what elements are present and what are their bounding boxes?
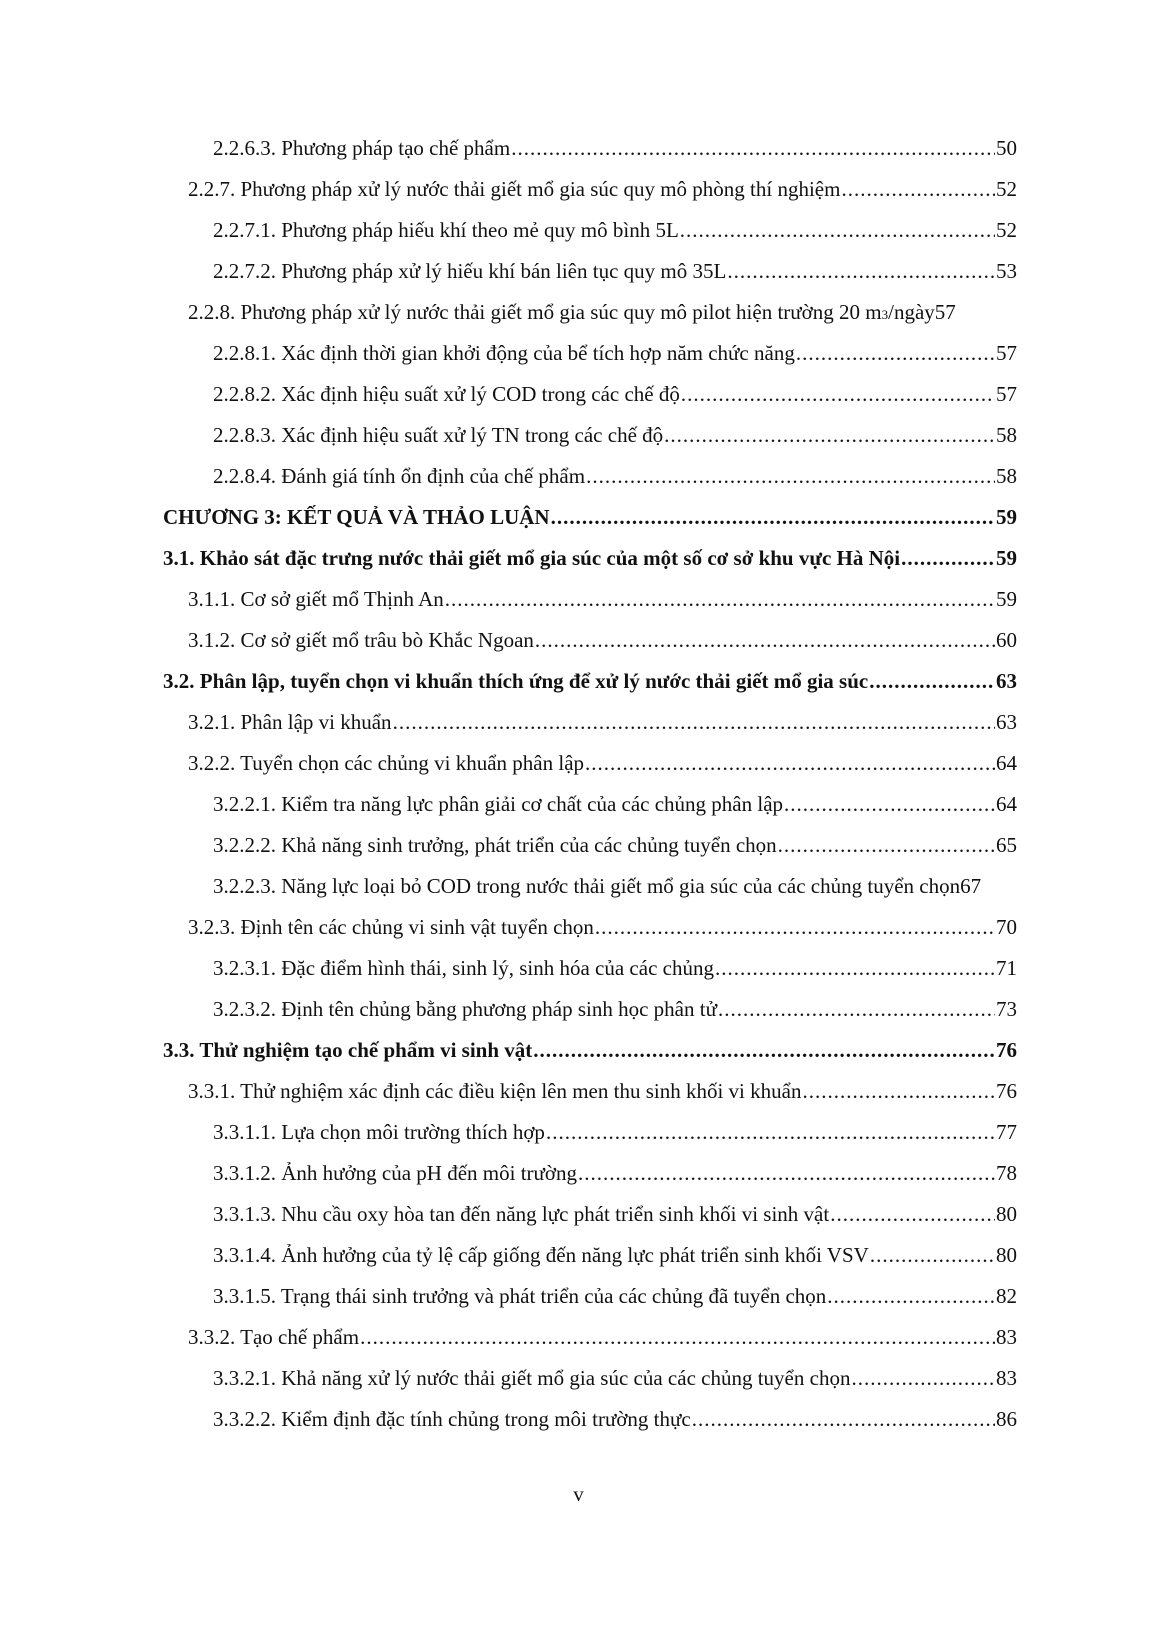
toc-entry[interactable]: 2.2.8. Phương pháp xử lý nước thải giết mổ gia súc quy mô pilot hiện trường 20 m 3 /ngày 57 xyxy=(188,299,956,324)
toc-entry-title: 3.2. Phân lập, tuyển chọn vi khuẩn thích ứng để xử lý nước thải giết mổ gia súc xyxy=(163,668,869,693)
table-of-contents xyxy=(0,127,1157,1439)
toc-entry-page: 65 xyxy=(996,832,1017,857)
toc-entry-page: 50 xyxy=(996,135,1017,160)
toc-entry[interactable] xyxy=(0,1029,1157,1070)
toc-entry-page: 63 xyxy=(996,668,1017,693)
toc-entry[interactable] xyxy=(0,578,1157,619)
toc-entry[interactable] xyxy=(0,1193,1157,1234)
toc-entry-page: 73 xyxy=(996,996,1017,1021)
toc-entry[interactable] xyxy=(0,742,1157,783)
toc-entry-page: 71 xyxy=(996,955,1017,980)
toc-entry[interactable] xyxy=(0,988,1157,1029)
dot-leader xyxy=(533,1037,995,1063)
toc-entry[interactable] xyxy=(0,824,1157,865)
toc-entry[interactable] xyxy=(0,373,1157,414)
toc-entry[interactable] xyxy=(0,1152,1157,1193)
dot-leader xyxy=(796,340,995,366)
toc-entry[interactable] xyxy=(0,332,1157,373)
dot-leader xyxy=(664,422,995,448)
toc-entry-page: 64 xyxy=(996,791,1017,816)
toc-entry-title: 3.3.1.3. Nhu cầu oxy hòa tan đến năng lực phát triển sinh khối vi sinh vật xyxy=(213,1201,830,1226)
dot-leader xyxy=(586,463,995,489)
toc-entry-page: 53 xyxy=(996,258,1017,283)
toc-entry-page: 64 xyxy=(996,750,1017,775)
toc-entry-title: 3.3.1.2. Ảnh hưởng của pH đến môi trường xyxy=(213,1160,578,1185)
toc-entry-title: 2.2.8.3. Xác định hiệu suất xử lý TN trong các chế độ xyxy=(213,422,664,447)
dot-leader xyxy=(901,545,995,571)
dot-leader xyxy=(802,1078,995,1104)
toc-entry-title: 3.3.1. Thử nghiệm xác định các điều kiện lên men thu sinh khối vi khuẩn xyxy=(188,1078,802,1103)
toc-entry-title: 3.1.1. Cơ sở giết mổ Thịnh An xyxy=(188,586,444,611)
toc-entry-title: 3.3.2.2. Kiểm định đặc tính chủng trong môi trường thực xyxy=(213,1406,691,1431)
toc-entry-page: 83 xyxy=(996,1324,1017,1349)
toc-entry[interactable] xyxy=(0,1234,1157,1275)
dot-leader xyxy=(869,668,995,694)
toc-entry-title: 3.1.2. Cơ sở giết mổ trâu bò Khắc Ngoan xyxy=(188,627,534,652)
toc-entry[interactable] xyxy=(0,1398,1157,1439)
toc-entry-page: 80 xyxy=(996,1201,1017,1226)
toc-entry-page: 58 xyxy=(996,422,1017,447)
toc-entry[interactable] xyxy=(0,660,1157,701)
toc-entry-page: 76 xyxy=(996,1078,1017,1103)
toc-entry-page: 63 xyxy=(996,709,1017,734)
dot-leader xyxy=(360,1324,995,1350)
toc-entry-title: 2.2.8.4. Đánh giá tính ổn định của chế phẩm xyxy=(213,463,586,488)
dot-leader xyxy=(535,627,995,653)
toc-entry-title: 3.2.3. Định tên các chủng vi sinh vật tuyển chọn xyxy=(188,914,594,939)
toc-entry[interactable] xyxy=(0,209,1157,250)
toc-entry-title: 3.3.2. Tạo chế phẩm xyxy=(188,1324,360,1349)
toc-entry[interactable] xyxy=(0,865,1157,906)
dot-leader xyxy=(715,955,995,981)
dot-leader xyxy=(851,1365,995,1391)
dot-leader xyxy=(692,1406,995,1432)
toc-entry-page: 77 xyxy=(996,1119,1017,1144)
toc-entry-page: 83 xyxy=(996,1365,1017,1390)
toc-entry[interactable] xyxy=(0,250,1157,291)
toc-entry-page: 78 xyxy=(996,1160,1017,1185)
toc-entry-title: 2.2.7. Phương pháp xử lý nước thải giết mổ gia súc quy mô phòng thí nghiệm xyxy=(188,176,841,201)
toc-entry-title: 3.3.1.4. Ảnh hưởng của tỷ lệ cấp giống đến năng lực phát triển sinh khối VSV xyxy=(213,1242,869,1267)
toc-entry[interactable] xyxy=(0,1357,1157,1398)
toc-entry[interactable] xyxy=(0,496,1157,537)
toc-entry-title: 2.2.8.1. Xác định thời gian khởi động của bể tích hợp năm chức năng xyxy=(213,340,795,365)
toc-entry-title: 3.3.1.5. Trạng thái sinh trưởng và phát triển của các chủng đã tuyển chọn xyxy=(213,1283,827,1308)
toc-entry-title: 3.2.3.2. Định tên chủng bằng phương pháp sinh học phân tử xyxy=(213,996,717,1021)
dot-leader xyxy=(595,914,995,940)
page-number: v xyxy=(573,1482,584,1506)
dot-leader xyxy=(718,996,995,1022)
toc-entry-title: 3.3. Thử nghiệm tạo chế phẩm vi sinh vật xyxy=(163,1037,533,1062)
toc-entry-title: 3.2.3.1. Đặc điểm hình thái, sinh lý, sinh hóa của các chủng xyxy=(213,955,714,980)
toc-entry-title: 3.2.2.3. Năng lực loại bỏ COD trong nước thải giết mổ gia súc của các chủng tuyển chọn xyxy=(213,873,961,898)
dot-leader xyxy=(680,217,995,243)
dot-leader xyxy=(830,1201,995,1227)
dot-leader xyxy=(511,135,995,161)
toc-entry-page: 58 xyxy=(996,463,1017,488)
toc-entry[interactable] xyxy=(0,127,1157,168)
toc-entry-page: 60 xyxy=(996,627,1017,652)
toc-entry[interactable] xyxy=(0,455,1157,496)
toc-entry-page: 86 xyxy=(996,1406,1017,1431)
toc-entry-title: 2.2.7.2. Phương pháp xử lý hiếu khí bán liên tục quy mô 35L xyxy=(213,258,727,283)
toc-entry-page: 67 xyxy=(960,873,982,898)
toc-entry-title: 2.2.8.2. Xác định hiệu suất xử lý COD trong các chế độ xyxy=(213,381,680,406)
toc-entry-page: 80 xyxy=(996,1242,1017,1267)
toc-entry[interactable] xyxy=(0,783,1157,824)
toc-entry[interactable] xyxy=(0,701,1157,742)
toc-entry-title: 3.1. Khảo sát đặc trưng nước thải giết mổ gia súc của một số cơ sở khu vực Hà Nội xyxy=(163,545,901,570)
toc-entry[interactable] xyxy=(0,1111,1157,1152)
toc-entry-title: 3.2.2.2. Khả năng sinh trưởng, phát triển của các chủng tuyển chọn xyxy=(213,832,777,857)
toc-entry[interactable] xyxy=(0,414,1157,455)
toc-entry-title: 3.3.2.1. Khả năng xử lý nước thải giết mổ gia súc của các chủng tuyển chọn xyxy=(213,1365,851,1390)
dot-leader xyxy=(827,1283,995,1309)
toc-entry[interactable] xyxy=(0,947,1157,988)
dot-leader xyxy=(784,791,995,817)
dot-leader xyxy=(393,709,995,735)
dot-leader xyxy=(546,1119,995,1145)
toc-entry-page: 59 xyxy=(996,586,1017,611)
dot-leader xyxy=(841,176,995,202)
toc-entry-title: CHƯƠNG 3: KẾT QUẢ VÀ THẢO LUẬN xyxy=(163,504,550,529)
toc-entry-page: 59 xyxy=(996,545,1017,570)
toc-entry[interactable] xyxy=(0,619,1157,660)
toc-entry-title: 3.2.1. Phân lập vi khuẩn xyxy=(188,709,392,734)
toc-entry-title: 2.2.8. Phương pháp xử lý nước thải giết mổ gia súc quy mô pilot hiện trường 20 m xyxy=(188,299,882,324)
toc-entry-title: 3.2.2.1. Kiểm tra năng lực phân giải cơ chất của các chủng phân lập xyxy=(213,791,784,816)
toc-entry-page: 76 xyxy=(996,1037,1017,1062)
dot-leader xyxy=(870,1242,995,1268)
toc-entry-page: 57 xyxy=(996,340,1017,365)
toc-entry[interactable] xyxy=(0,1070,1157,1111)
dot-leader xyxy=(778,832,995,858)
toc-entry[interactable] xyxy=(0,168,1157,209)
toc-entry[interactable] xyxy=(0,1316,1157,1357)
dot-leader xyxy=(727,258,995,284)
toc-entry-page: 57 xyxy=(996,381,1017,406)
toc-entry-title: 2.2.6.3. Phương pháp tạo chế phẩm xyxy=(213,135,511,160)
toc-entry-title-suffix: /ngày xyxy=(888,299,935,324)
toc-entry-page: 52 xyxy=(996,176,1017,201)
toc-entry-page: 70 xyxy=(996,914,1017,939)
dot-leader xyxy=(578,1160,995,1186)
toc-entry[interactable] xyxy=(0,1275,1157,1316)
toc-entry[interactable] xyxy=(0,537,1157,578)
toc-entry-page: 52 xyxy=(996,217,1017,242)
toc-entry-page: 82 xyxy=(996,1283,1017,1308)
toc-entry-page: 57 xyxy=(934,299,956,324)
toc-entry-page: 59 xyxy=(996,504,1017,529)
dot-leader xyxy=(445,586,995,612)
dot-leader xyxy=(551,504,995,530)
toc-entry-title: 2.2.7.1. Phương pháp hiếu khí theo mẻ quy mô bình 5L xyxy=(213,217,679,242)
dot-leader xyxy=(681,381,995,407)
toc-entry-title: 3.3.1.1. Lựa chọn môi trường thích hợp xyxy=(213,1119,545,1144)
toc-entry[interactable] xyxy=(0,906,1157,947)
dot-leader xyxy=(585,750,995,776)
toc-entry-title: 3.2.2. Tuyển chọn các chủng vi khuẩn phân lập xyxy=(188,750,585,775)
